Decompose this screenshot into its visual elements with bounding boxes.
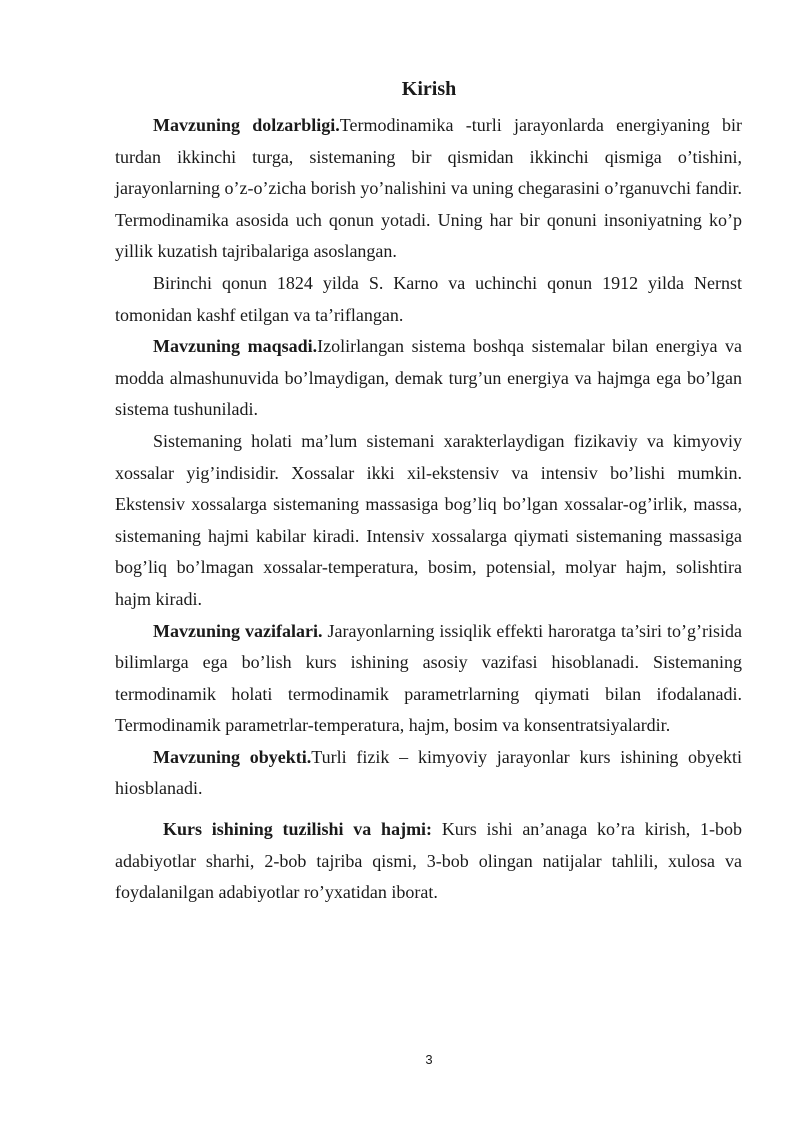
paragraph-text: Kurs ishi an’anaga ko’ra kirish, 1-bob adabiyotlar sharhi, 2-bob tajriba qismi, 3-bob olingan natijalar tahlili, xulosa va foydalanilgan adabiyotlar ro’yxatidan iborat.: [115, 819, 742, 903]
paragraph-birinchi-qonun: [115, 268, 742, 331]
paragraph-tuzilishi: [115, 814, 742, 909]
paragraph-lead: Mavzuning vazifalari.: [153, 620, 323, 641]
document-body: [115, 110, 742, 909]
paragraph-lead: Kurs ishining tuzilishi va hajmi:: [163, 819, 433, 840]
paragraph-text: Sistemaning holati ma’lum sistemani xarakterlaydigan fizikaviy va kimyoviy xossalar yig’indisidir. Xossalar ikki xil-ekstensiv va intensiv bo’lishi mumkin. Ekstensiv xossalarga sistemaning massasiga bog’liq bo’lgan xossalar-og’irlik, massa, sistemaning hajmi kabilar kiradi. Intensiv xossalarga qiymati sistemaning massasiga bog’liq bo’lmagan xossalar-temperatura, bosim, potensial, molyar hajm, solishtira hajm kiradi.: [115, 430, 742, 609]
paragraph-obyekti: [115, 742, 742, 805]
paragraph-lead: Mavzuning dolzarbligi.: [153, 115, 340, 135]
paragraph-dolzarbligi: [115, 110, 742, 268]
paragraph-maqsadi: [115, 331, 742, 426]
paragraph-sistema-holati: [115, 426, 742, 616]
paragraph-text: Termodinamika -turli jarayonlarda energiyaning bir turdan ikkinchi turga, sistemaning bir qismidan ikkinchi qismiga o’tishini, jarayonlarning o’z-o’zicha borish yo’nalishini va uning chegarasini o’rganuvchi fandir. Termodinamika asosida uch qonun yotadi. Uning har bir qonuni insoniyatning ko’p yillik kuzatish tajribalariga asoslangan.: [115, 115, 743, 262]
paragraph-vazifalari: [115, 616, 742, 742]
paragraph-text: Izolirlangan sistema boshqa sistemalar bilan energiya va modda almashunuvida bo’lmaydigan, demak turg’un energiya va hajmga ega bo’lgan sistema tushuniladi.: [115, 336, 742, 420]
paragraph-lead: Mavzuning maqsadi.: [153, 336, 318, 357]
page-title: Kirish: [401, 78, 457, 100]
paragraph-lead: Mavzuning obyekti.: [153, 746, 312, 767]
page-number: 3: [425, 1052, 433, 1067]
paragraph-text: Turli fizik – kimyoviy jarayonlar kurs ishining obyekti hiosblanadi.: [115, 746, 742, 799]
paragraph-text: Birinchi qonun 1824 yilda S. Karno va uchinchi qonun 1912 yilda Nernst tomonidan kashf etilgan va ta’riflangan.: [115, 272, 742, 325]
paragraph-text: Jarayonlarning issiqlik effekti haroratga ta’siri to’g’risida bilimlarga ega bo’lish kurs ishining asosiy vazifasi hisoblanadi. Sistemaning termodinamik holati termodinamik parametrlarning qiymati bilan ifodalanadi. Termodinamik parametrlar-temperatura, hajm, bosim va konsentratsiyalardir.: [115, 620, 742, 736]
